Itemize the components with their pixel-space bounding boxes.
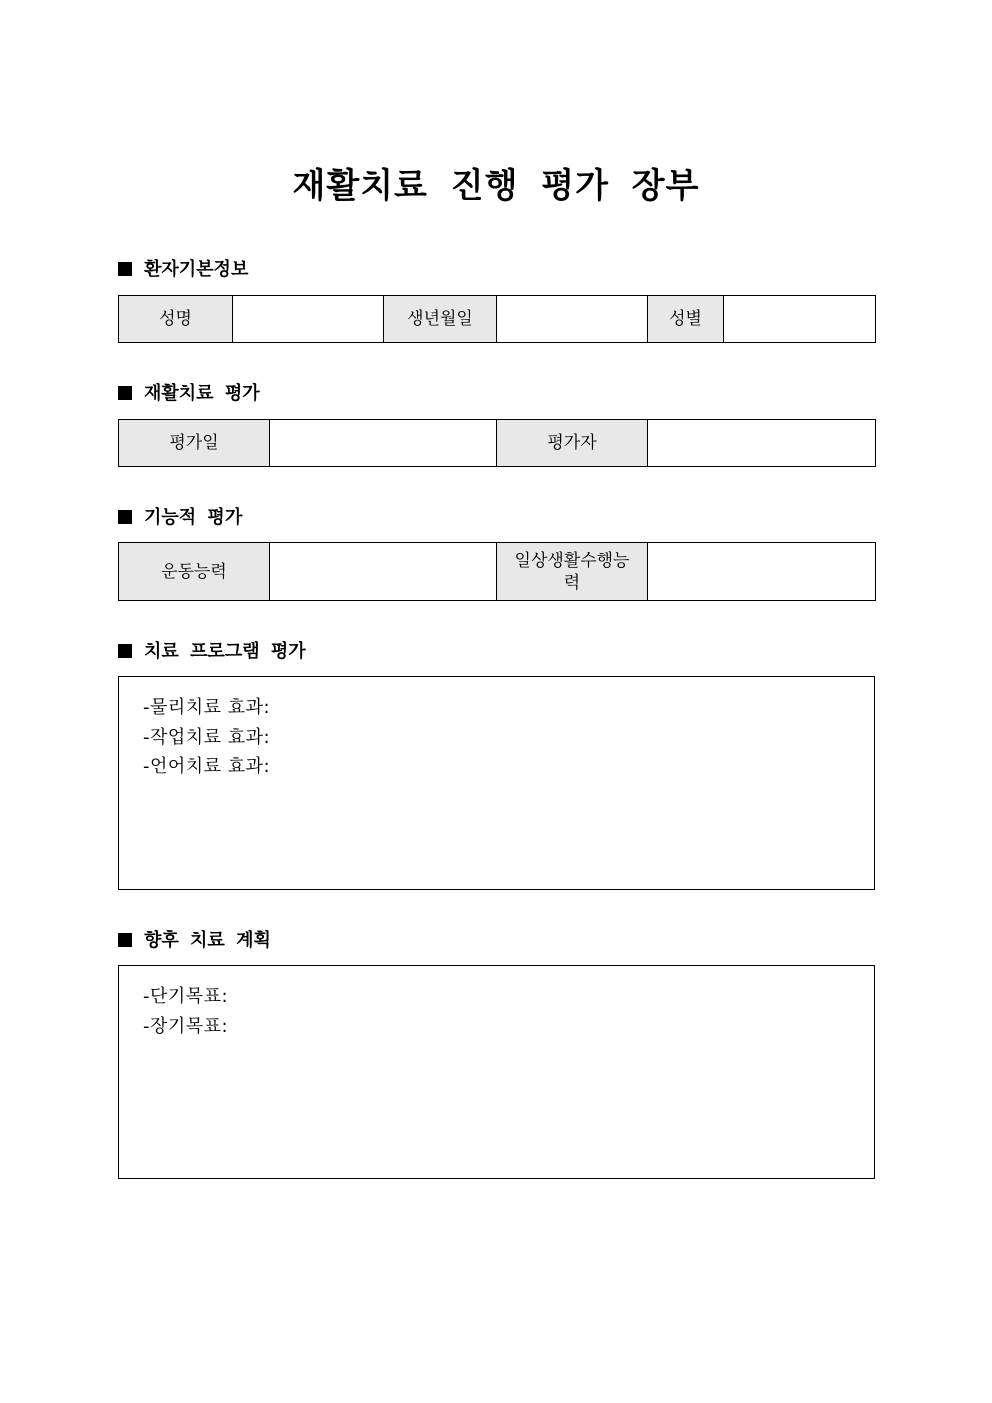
section-heading-future-plan [118, 928, 271, 954]
birthdate-field[interactable] [497, 296, 648, 343]
section-heading-patient-info [118, 257, 248, 283]
page-title: 재활치료 진행 평가 장부 [292, 166, 700, 206]
bullet-square-icon [118, 933, 132, 947]
section-heading-rehab-eval [118, 381, 260, 407]
future-plan-textbox[interactable] [118, 965, 875, 1179]
bullet-square-icon [118, 262, 132, 276]
name-field[interactable] [233, 296, 384, 343]
section-heading-functional-eval [118, 505, 242, 531]
table-row [119, 296, 876, 343]
evaluator-field[interactable] [648, 420, 876, 467]
table-row [119, 543, 876, 601]
bullet-square-icon [118, 386, 132, 400]
section-heading-label: 치료 프로그램 평가 [144, 641, 306, 662]
motor-ability-label: 운동능력 [119, 543, 270, 601]
section-heading-label: 재활치료 평가 [144, 383, 260, 404]
name-label: 성명 [119, 296, 233, 343]
patient-info-table [118, 295, 876, 343]
motor-ability-field[interactable] [270, 543, 497, 601]
evaluator-label: 평가자 [497, 420, 648, 467]
long-term-goal-line: -장기목표: [143, 1016, 229, 1037]
eval-date-field[interactable] [270, 420, 497, 467]
bullet-square-icon [118, 644, 132, 658]
section-heading-label: 향후 치료 계획 [144, 930, 271, 951]
functional-eval-table [118, 542, 876, 601]
table-row [119, 420, 876, 467]
section-heading-label: 기능적 평가 [144, 507, 243, 528]
adl-ability-label: 일상생활수행능력 [497, 543, 648, 601]
speech-therapy-effect-line: -언어치료 효과: [143, 756, 271, 777]
gender-label: 성별 [648, 296, 724, 343]
birthdate-label: 생년월일 [384, 296, 497, 343]
rehab-eval-table [118, 419, 876, 467]
program-eval-textbox[interactable] [118, 676, 875, 890]
section-heading-label: 환자기본정보 [144, 259, 249, 280]
adl-ability-field[interactable] [648, 543, 876, 601]
gender-field[interactable] [724, 296, 876, 343]
short-term-goal-line: -단기목표: [143, 986, 229, 1007]
section-heading-program-eval [118, 639, 306, 665]
eval-date-label: 평가일 [119, 420, 270, 467]
physical-therapy-effect-line: -물리치료 효과: [143, 697, 271, 718]
bullet-square-icon [118, 510, 132, 524]
occupational-therapy-effect-line: -작업치료 효과: [143, 727, 271, 748]
